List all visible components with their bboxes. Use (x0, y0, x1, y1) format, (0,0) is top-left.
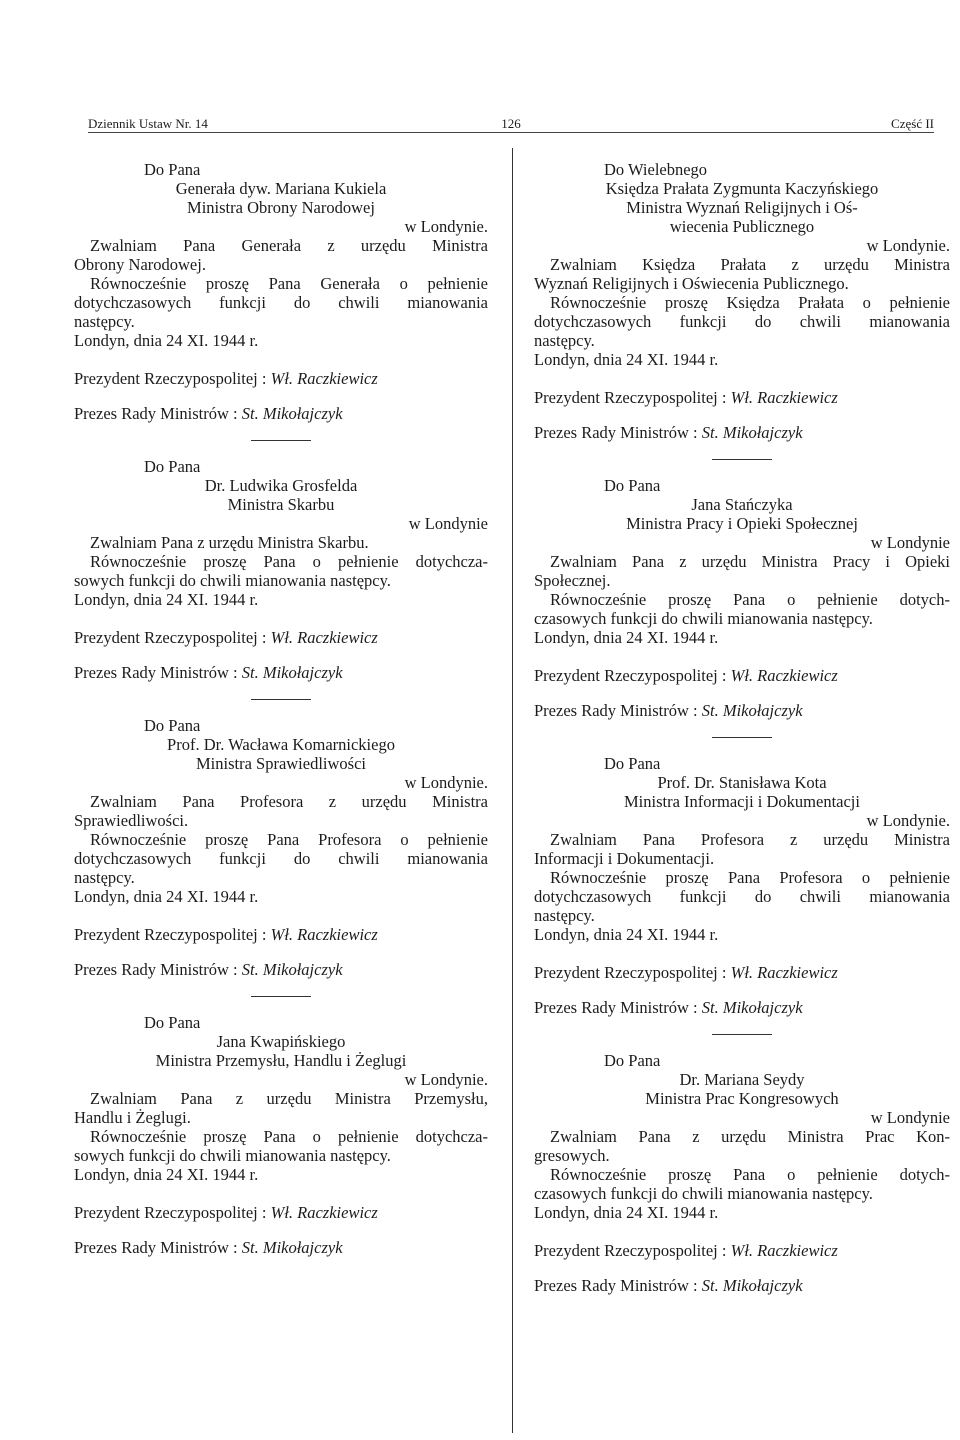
dismissal-line: Zwalniam Pana Profesora z urzędu Ministra (90, 792, 488, 811)
president-signature (74, 925, 488, 944)
prime-minister-signature (74, 960, 488, 979)
request-line: dotychczasowych funkcji do chwili mianowania (74, 849, 488, 868)
prime-minister-signature (534, 998, 950, 1017)
president-name: Wł. Raczkiewicz (730, 963, 838, 982)
addressee-city: w Londynie (408, 514, 488, 533)
addressee-line: Jana Kwapińskiego (216, 1032, 346, 1051)
president-signature (74, 1203, 488, 1222)
addressee-line: wiecenia Publicznego (669, 217, 815, 236)
president-label: Prezydent Rzeczypospolitej : (74, 1203, 267, 1222)
request-line: sowych funkcji do chwili mianowania następcy. (74, 571, 391, 590)
decree-block (534, 160, 950, 442)
journal-part: Część II (891, 116, 934, 131)
decree-date: Londyn, dnia 24 XI. 1944 r. (534, 925, 719, 944)
decree-block (74, 716, 488, 979)
addressee-line: Ministra Pracy i Opieki Społecznej (626, 514, 858, 533)
request-line: dotychczasowych funkcji do chwili mianowania (534, 887, 950, 906)
prime-minister-label: Prezes Rady Ministrów : (74, 1238, 238, 1257)
request-line: Równocześnie proszę Pana Generała o pełnienie (90, 274, 488, 293)
president-label: Prezydent Rzeczypospolitej : (74, 628, 267, 647)
president-name: Wł. Raczkiewicz (270, 628, 378, 647)
request-line: sowych funkcji do chwili mianowania następcy. (74, 1146, 391, 1165)
president-label: Prezydent Rzeczypospolitej : (74, 925, 267, 944)
prime-minister-signature (74, 1238, 488, 1257)
request-line: czasowych funkcji do chwili mianowania następcy. (534, 1184, 873, 1203)
salutation: Do Pana (144, 716, 201, 735)
dismissal-line: Wyznań Religijnych i Oświecenia Publicznego. (534, 274, 849, 293)
addressee-line: Księdza Prałata Zygmunta Kaczyńskiego (605, 179, 879, 198)
addressee-line: Jana Stańczyka (691, 495, 793, 514)
decree-separator (251, 440, 311, 441)
decree-date: Londyn, dnia 24 XI. 1944 r. (534, 628, 719, 647)
prime-minister-signature (74, 663, 488, 682)
decree-date: Londyn, dnia 24 XI. 1944 r. (534, 350, 719, 369)
dismissal-line: Zwalniam Pana Generała z urzędu Ministra (90, 236, 488, 255)
dismissal-line: Zwalniam Księdza Prałata z urzędu Ministra (550, 255, 950, 274)
prime-minister-signature (534, 701, 950, 720)
dismissal-line: Zwalniam Pana z urzędu Ministra Przemysłu, (90, 1089, 488, 1108)
salutation: Do Pana (604, 1051, 661, 1070)
salutation: Do Pana (144, 1013, 201, 1032)
request-line: Równocześnie proszę Pana o pełnienie dotych- (550, 1165, 950, 1184)
addressee-city: w Londynie. (404, 1070, 488, 1089)
salutation: Do Wielebnego (604, 160, 708, 179)
addressee-line: Dr. Mariana Seydy (679, 1070, 805, 1089)
president-label: Prezydent Rzeczypospolitej : (534, 963, 727, 982)
addressee-line: Ministra Obrony Narodowej (187, 198, 375, 217)
request-line: czasowych funkcji do chwili mianowania następcy. (534, 609, 873, 628)
president-signature (534, 963, 950, 982)
prime-minister-label: Prezes Rady Ministrów : (534, 1276, 698, 1295)
request-line: następcy. (74, 868, 135, 887)
decree-date: Londyn, dnia 24 XI. 1944 r. (74, 1165, 259, 1184)
decree-block (534, 1051, 950, 1295)
page-header (88, 110, 934, 133)
president-label: Prezydent Rzeczypospolitej : (534, 666, 727, 685)
decree-date: Londyn, dnia 24 XI. 1944 r. (74, 331, 259, 350)
president-name: Wł. Raczkiewicz (730, 1241, 838, 1260)
decree-date: Londyn, dnia 24 XI. 1944 r. (534, 1203, 719, 1222)
prime-minister-label: Prezes Rady Ministrów : (534, 423, 698, 442)
addressee-line: Generała dyw. Mariana Kukiela (175, 179, 387, 198)
addressee-line: Ministra Przemysłu, Handlu i Żeglugi (155, 1051, 407, 1070)
addressee-city: w Londynie. (404, 773, 488, 792)
right-column (534, 160, 950, 1295)
prime-minister-label: Prezes Rady Ministrów : (534, 701, 698, 720)
request-line: Równocześnie proszę Pana o pełnienie dotychcza- (90, 1127, 488, 1146)
addressee-city: w Londynie. (866, 236, 950, 255)
president-name: Wł. Raczkiewicz (270, 925, 378, 944)
prime-minister-name: St. Mikołajczyk (241, 960, 343, 979)
dismissal-line: Zwalniam Pana z urzędu Ministra Skarbu. (90, 533, 369, 552)
journal-title: Dziennik Ustaw Nr. 14 (88, 116, 208, 131)
addressee-line: Prof. Dr. Stanisława Kota (657, 773, 827, 792)
president-name: Wł. Raczkiewicz (730, 388, 838, 407)
decree-date: Londyn, dnia 24 XI. 1944 r. (74, 887, 259, 906)
dismissal-line: Informacji i Dokumentacji. (534, 849, 715, 868)
addressee-line: Ministra Informacji i Dokumentacji (624, 792, 860, 811)
prime-minister-name: St. Mikołajczyk (701, 423, 803, 442)
request-line: następcy. (534, 906, 595, 925)
president-label: Prezydent Rzeczypospolitej : (534, 388, 727, 407)
decree-block (74, 457, 488, 682)
request-line: Równocześnie proszę Pana o pełnienie dotychcza- (90, 552, 488, 571)
column-divider (512, 148, 513, 1433)
president-name: Wł. Raczkiewicz (730, 666, 838, 685)
addressee-line: Dr. Ludwika Grosfelda (204, 476, 358, 495)
prime-minister-signature (534, 1276, 950, 1295)
dismissal-line: Sprawiedliwości. (74, 811, 189, 830)
salutation: Do Pana (144, 457, 201, 476)
addressee-city: w Londynie (870, 1108, 950, 1127)
prime-minister-name: St. Mikołajczyk (701, 701, 803, 720)
addressee-line: Ministra Prac Kongresowych (645, 1089, 839, 1108)
dismissal-line: Społecznej. (534, 571, 611, 590)
prime-minister-label: Prezes Rady Ministrów : (74, 404, 238, 423)
prime-minister-signature (534, 423, 950, 442)
addressee-city: w Londynie. (404, 217, 488, 236)
decree-separator (712, 459, 772, 460)
president-name: Wł. Raczkiewicz (270, 369, 378, 388)
president-signature (74, 369, 488, 388)
dismissal-line: Obrony Narodowej. (74, 255, 206, 274)
decree-separator (712, 1034, 772, 1035)
dismissal-line: gresowych. (534, 1146, 610, 1165)
president-signature (534, 1241, 950, 1260)
dismissal-line: Handlu i Żeglugi. (74, 1108, 191, 1127)
prime-minister-name: St. Mikołajczyk (701, 998, 803, 1017)
addressee-city: w Londynie (870, 533, 950, 552)
request-line: dotychczasowych funkcji do chwili mianowania (74, 293, 488, 312)
salutation: Do Pana (144, 160, 201, 179)
president-label: Prezydent Rzeczypospolitej : (74, 369, 267, 388)
president-label: Prezydent Rzeczypospolitej : (534, 1241, 727, 1260)
request-line: następcy. (74, 312, 135, 331)
prime-minister-name: St. Mikołajczyk (241, 1238, 343, 1257)
prime-minister-name: St. Mikołajczyk (241, 663, 343, 682)
decree-separator (251, 699, 311, 700)
dismissal-line: Zwalniam Pana z urzędu Ministra Prac Kon- (550, 1127, 950, 1146)
salutation: Do Pana (604, 754, 661, 773)
decree-separator (712, 737, 772, 738)
decree-date: Londyn, dnia 24 XI. 1944 r. (74, 590, 259, 609)
president-signature (534, 666, 950, 685)
prime-minister-name: St. Mikołajczyk (241, 404, 343, 423)
president-name: Wł. Raczkiewicz (270, 1203, 378, 1222)
dismissal-line: Zwalniam Pana Profesora z urzędu Ministra (550, 830, 950, 849)
decree-block (534, 754, 950, 1017)
prime-minister-label: Prezes Rady Ministrów : (74, 960, 238, 979)
president-signature (74, 628, 488, 647)
request-line: Równocześnie proszę Pana Profesora o pełnienie (90, 830, 488, 849)
request-line: dotychczasowych funkcji do chwili mianowania (534, 312, 950, 331)
request-line: Równocześnie proszę Pana o pełnienie dotych- (550, 590, 950, 609)
president-signature (534, 388, 950, 407)
prime-minister-label: Prezes Rady Ministrów : (74, 663, 238, 682)
prime-minister-label: Prezes Rady Ministrów : (534, 998, 698, 1017)
prime-minister-name: St. Mikołajczyk (701, 1276, 803, 1295)
decree-separator (251, 996, 311, 997)
addressee-line: Ministra Sprawiedliwości (195, 754, 367, 773)
left-column (74, 160, 488, 1257)
prime-minister-signature (74, 404, 488, 423)
decree-block (74, 160, 488, 423)
addressee-line: Prof. Dr. Wacława Komarnickiego (167, 735, 395, 754)
salutation: Do Pana (604, 476, 661, 495)
dismissal-line: Zwalniam Pana z urzędu Ministra Pracy i Opieki (550, 552, 950, 571)
addressee-line: Ministra Wyznań Religijnych i Oś- (626, 198, 858, 217)
request-line: następcy. (534, 331, 595, 350)
page-number: 126 (501, 116, 521, 131)
request-line: Równocześnie proszę Księdza Prałata o pełnienie (550, 293, 950, 312)
decree-block (534, 476, 950, 720)
addressee-city: w Londynie. (866, 811, 950, 830)
addressee-line: Ministra Skarbu (227, 495, 335, 514)
request-line: Równocześnie proszę Pana Profesora o pełnienie (550, 868, 950, 887)
decree-block (74, 1013, 488, 1257)
